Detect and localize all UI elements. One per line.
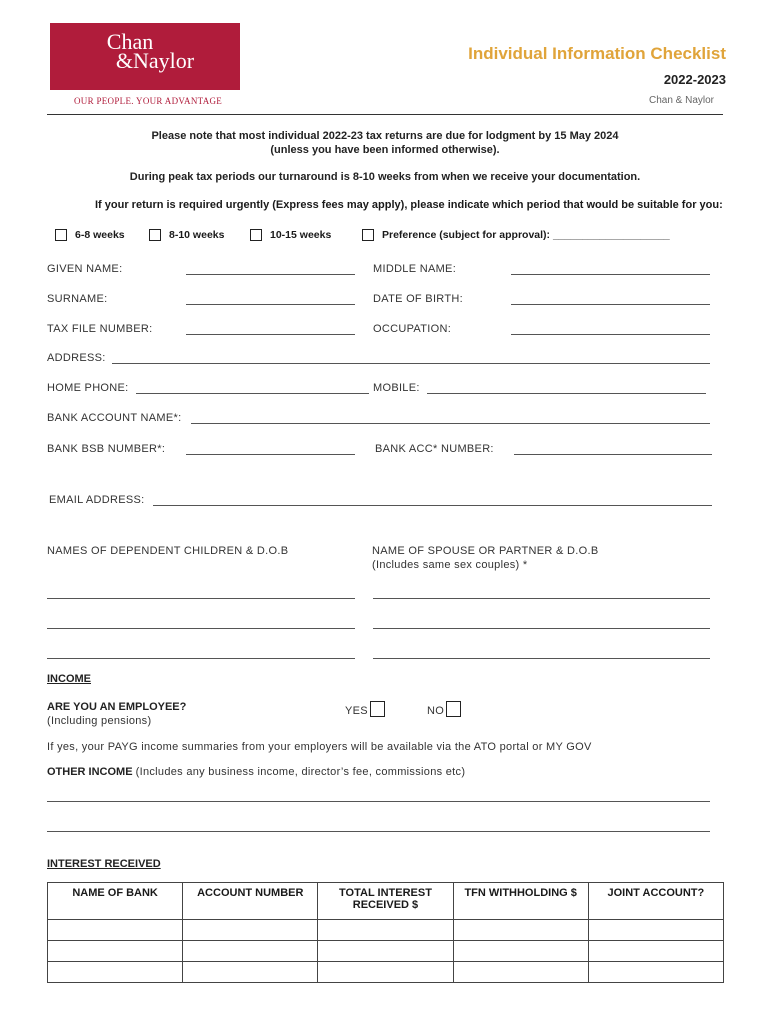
table-row [48, 920, 724, 941]
table-cell[interactable] [318, 941, 453, 962]
yes-option[interactable]: YES [345, 701, 385, 717]
lodgment-note-sub: (unless you have been informed otherwise). [270, 144, 500, 156]
table-cell[interactable] [588, 962, 723, 983]
table-cell[interactable] [318, 920, 453, 941]
logo-line-2: &Naylor [115, 48, 195, 73]
occupation-label: OCCUPATION: [373, 323, 452, 335]
table-cell[interactable] [48, 962, 183, 983]
no-checkbox[interactable] [446, 701, 461, 717]
tfn-field[interactable] [186, 334, 355, 335]
table-row [48, 941, 724, 962]
table-cell[interactable] [453, 920, 588, 941]
spouse-field-2[interactable] [373, 628, 710, 629]
table-cell[interactable] [183, 962, 318, 983]
firm-name: Chan & Naylor [648, 95, 714, 106]
option-10-15-weeks[interactable]: 10-15 weeks [250, 229, 331, 241]
table-cell[interactable] [183, 920, 318, 941]
bank-bsb-field[interactable] [186, 454, 355, 455]
bank-account-name-field[interactable] [191, 423, 710, 424]
logo [50, 23, 240, 90]
table-cell[interactable] [588, 941, 723, 962]
payg-note: If yes, your PAYG income summaries from your employers will be available via the ATO portal or MY GOV [47, 741, 592, 753]
mobile-label: MOBILE: [373, 382, 420, 394]
option-8-10-weeks[interactable]: 8-10 weeks [149, 229, 224, 241]
children-field-2[interactable] [47, 628, 355, 629]
home-phone-label: HOME PHONE: [47, 382, 129, 394]
dob-label: DATE OF BIRTH: [373, 293, 463, 305]
home-phone-field[interactable] [136, 393, 369, 394]
tagline: OUR PEOPLE. YOUR ADVANTAGE [74, 96, 223, 106]
no-option[interactable]: NO [427, 701, 461, 717]
other-income-heading: OTHER INCOME [47, 766, 133, 778]
turnaround-note: During peak tax periods our turnaround is 8-10 weeks from when we receive your documentation. [129, 171, 641, 183]
other-income-field-1[interactable] [47, 801, 710, 802]
logo-wordmark [50, 31, 240, 72]
column-tfn-withholding: TFN WITHHOLDING $ [453, 883, 588, 920]
middle-name-field[interactable] [511, 274, 710, 275]
table-cell[interactable] [318, 962, 453, 983]
children-field-1[interactable] [47, 598, 355, 599]
surname-label: SURNAME: [47, 293, 108, 305]
other-income-note: (Includes any business income, director’s fee, commissions etc) [135, 766, 466, 778]
bank-acc-label: BANK ACC* NUMBER: [375, 443, 494, 455]
bank-bsb-label: BANK BSB NUMBER*: [47, 443, 166, 455]
column-total-interest: TOTAL INTEREST RECEIVED $ [318, 883, 453, 920]
table-cell[interactable] [588, 920, 723, 941]
bank-acc-field[interactable] [514, 454, 712, 455]
children-label: NAMES OF DEPENDENT CHILDREN & D.O.B [47, 545, 289, 557]
tfn-label: TAX FILE NUMBER: [47, 323, 153, 335]
yes-checkbox[interactable] [370, 701, 385, 717]
checkbox[interactable] [362, 229, 374, 241]
table-header-row [48, 883, 724, 920]
employee-sub: (Including pensions) [47, 715, 152, 727]
other-income [47, 766, 465, 778]
document-title: Individual Information Checklist [468, 44, 726, 63]
children-field-3[interactable] [47, 658, 355, 659]
table-cell[interactable] [48, 920, 183, 941]
option-6-8-weeks[interactable]: 6-8 weeks [55, 229, 125, 241]
checkbox[interactable] [55, 229, 67, 241]
bank-account-name-label: BANK ACCOUNT NAME*: [47, 412, 182, 424]
given-name-label: GIVEN NAME: [47, 263, 123, 275]
surname-field[interactable] [186, 304, 355, 305]
table-cell[interactable] [453, 962, 588, 983]
spouse-field-3[interactable] [373, 658, 710, 659]
spouse-field-1[interactable] [373, 598, 710, 599]
spouse-note: (Includes same sex couples) * [372, 559, 528, 571]
employee-question: ARE YOU AN EMPLOYEE? [47, 701, 187, 713]
table-row [48, 962, 724, 983]
checkbox[interactable] [250, 229, 262, 241]
lodgment-note: Please note that most individual 2022-23 tax returns are due for lodgment by 15 May 2024 [151, 130, 619, 142]
spouse-label: NAME OF SPOUSE OR PARTNER & D.O.B [372, 545, 599, 557]
address-field[interactable] [112, 363, 710, 364]
middle-name-label: MIDDLE NAME: [373, 263, 457, 275]
other-income-field-2[interactable] [47, 831, 710, 832]
address-label: ADDRESS: [47, 352, 106, 364]
column-joint-account: JOINT ACCOUNT? [588, 883, 723, 920]
table-cell[interactable] [453, 941, 588, 962]
interest-table [47, 882, 724, 983]
email-label: EMAIL ADDRESS: [49, 494, 145, 506]
header-divider [47, 114, 723, 115]
mobile-field[interactable] [427, 393, 706, 394]
dob-field[interactable] [511, 304, 710, 305]
occupation-field[interactable] [511, 334, 710, 335]
table-cell[interactable] [48, 941, 183, 962]
table-cell[interactable] [183, 941, 318, 962]
option-preference[interactable]: Preference (subject for approval): ____________________ [362, 229, 670, 241]
column-bank: NAME OF BANK [48, 883, 183, 920]
checkbox[interactable] [149, 229, 161, 241]
email-field[interactable] [153, 505, 712, 506]
interest-heading: INTEREST RECEIVED [47, 858, 161, 870]
urgent-note: If your return is required urgently (Express fees may apply), please indicate which period that would be suitable for you: [95, 199, 723, 211]
document-year: 2022-2023 [663, 72, 726, 87]
logo-line-1: Chan [106, 29, 154, 54]
column-account-number: ACCOUNT NUMBER [183, 883, 318, 920]
income-heading: INCOME [47, 673, 91, 685]
given-name-field[interactable] [186, 274, 355, 275]
